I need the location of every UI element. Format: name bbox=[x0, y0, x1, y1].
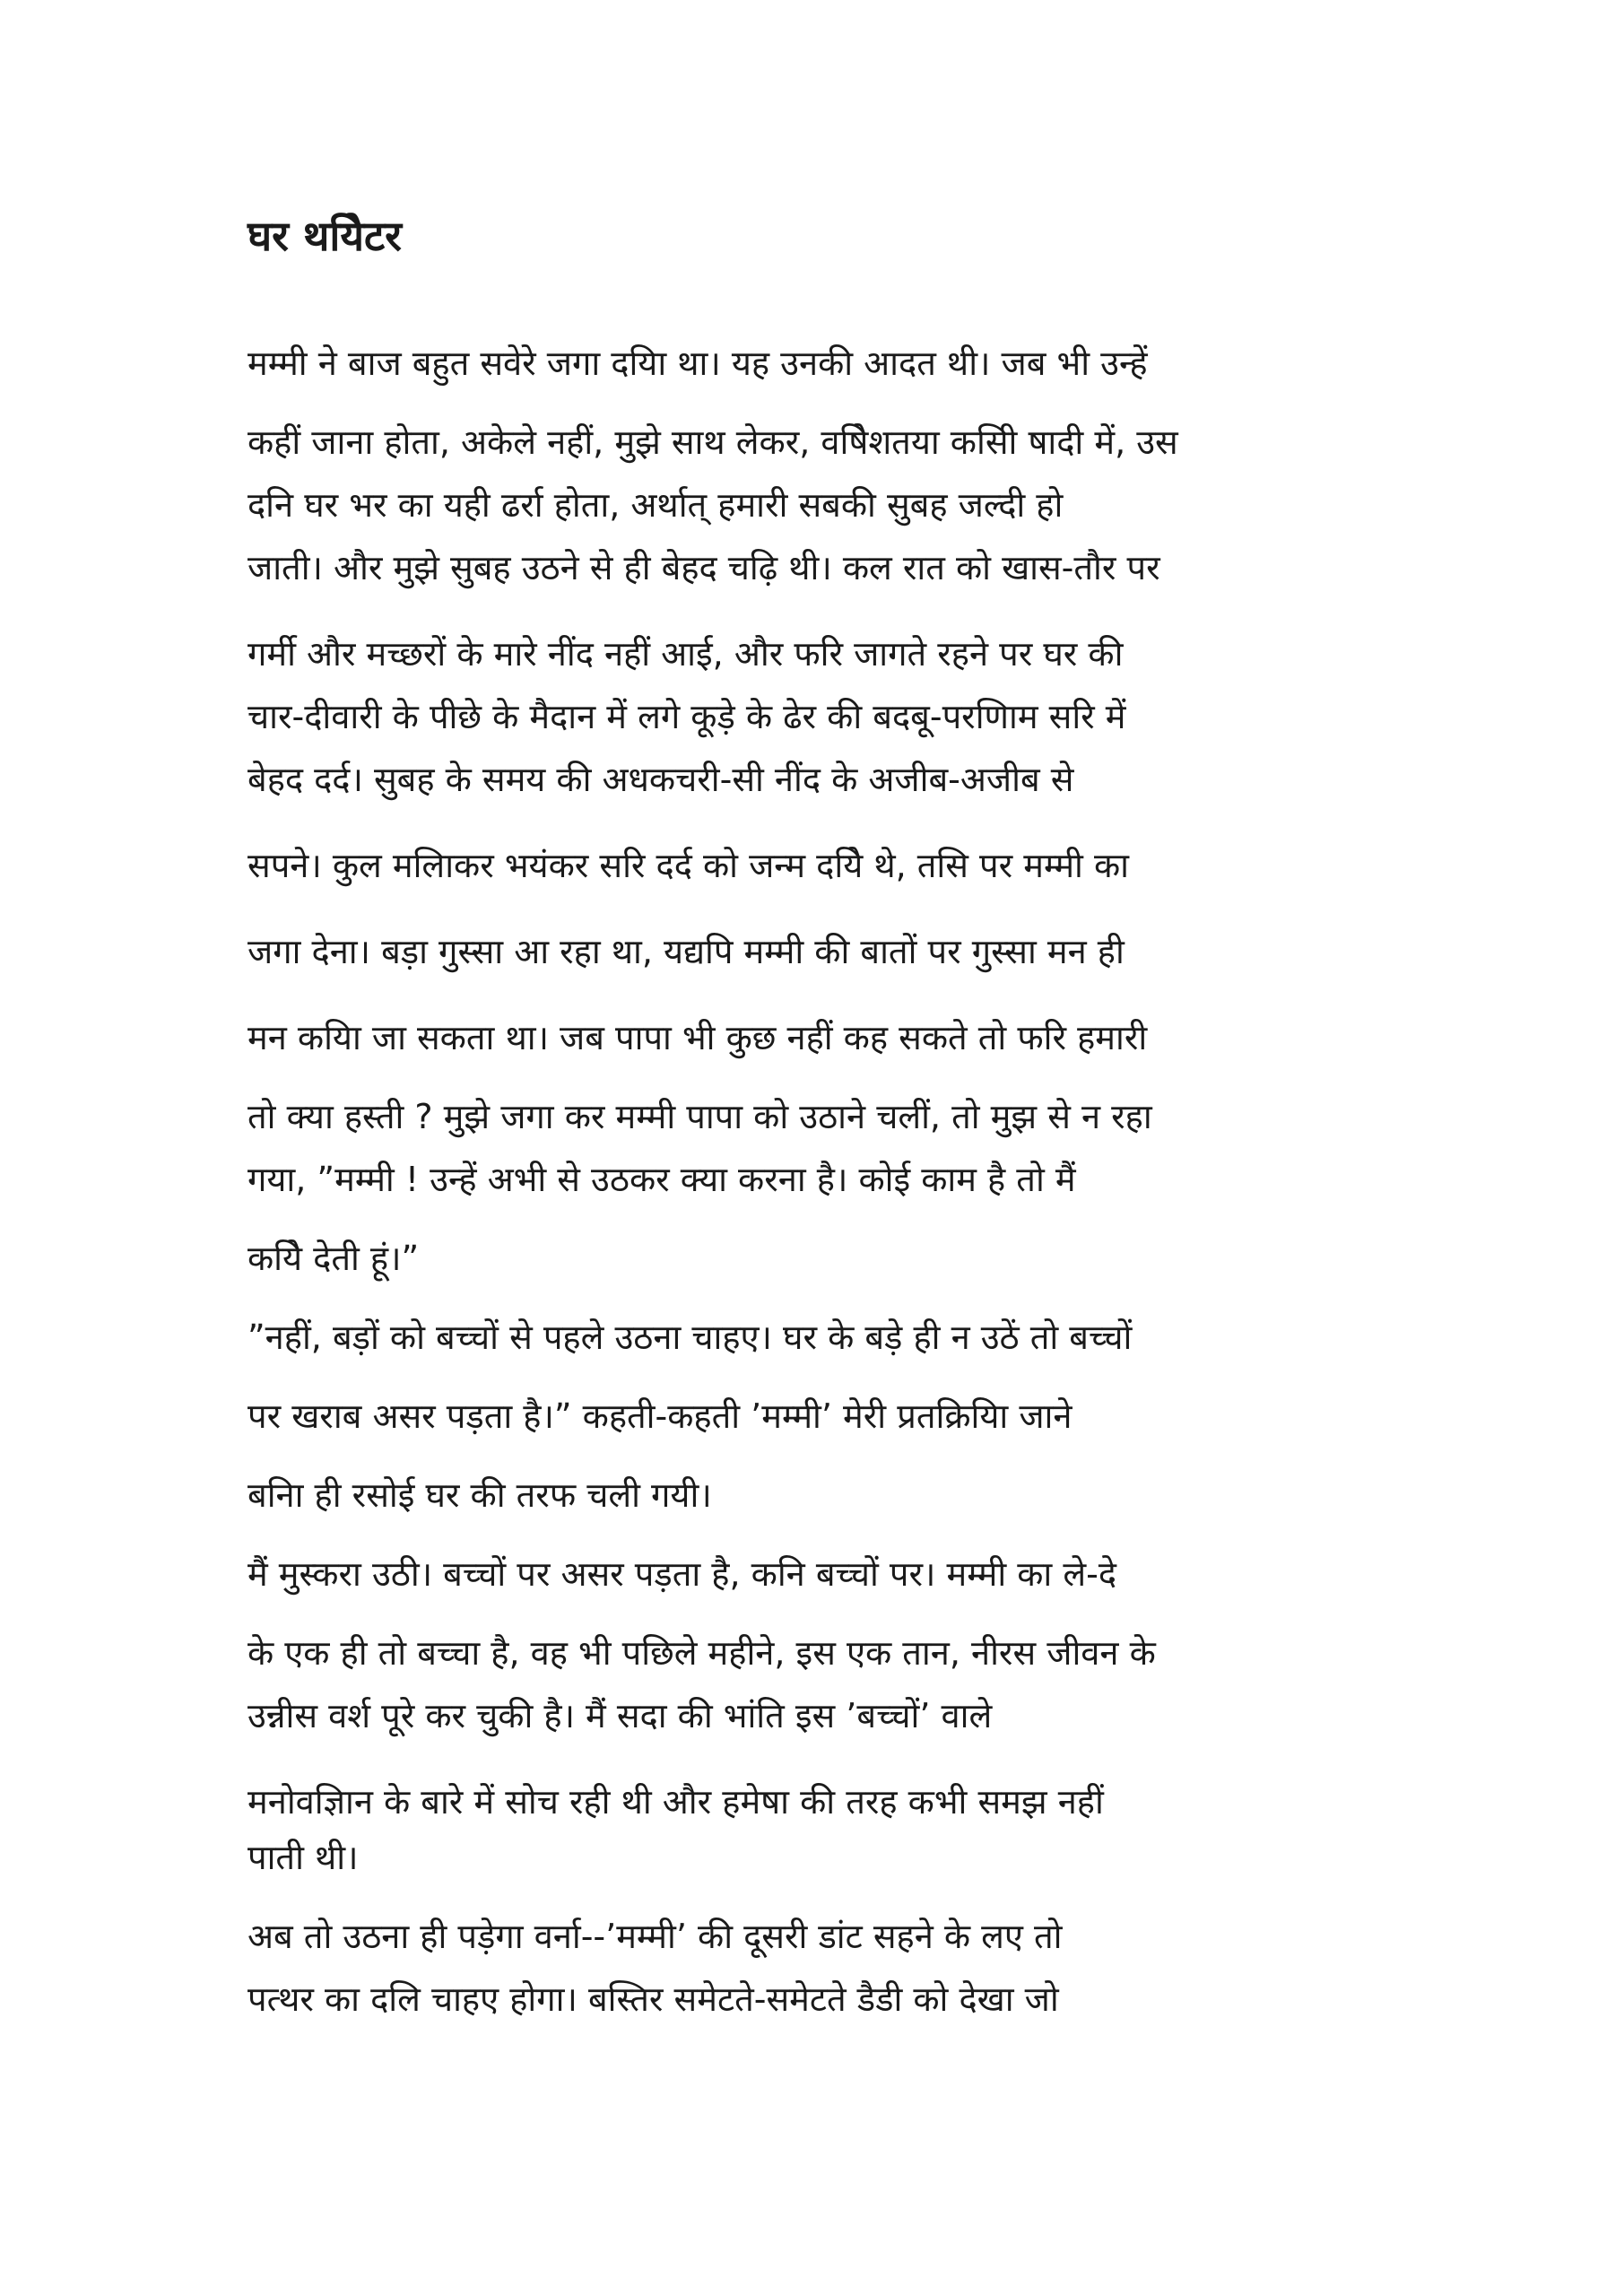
paragraph-line: बेहद दर्द। सुबह के समय की अधकचरी-सी नींद के अजीब-अजीब से bbox=[248, 760, 1074, 799]
paragraph-line: पत्थर का दलि चाहए होगा। बस्तिर समेटते-समेटते डैडी को देखा जो bbox=[248, 1979, 1059, 2019]
paragraph-line: अब तो उठना ही पड़ेगा वर्ना--’मम्मी’ की दूसरी डांट सहने के लए तो bbox=[248, 1917, 1063, 1956]
paragraph-line: तो क्या हस्ती ? मुझे जगा कर मम्मी पापा को उठाने चलीं, तो मुझ से न रहा bbox=[248, 1097, 1152, 1136]
paragraph-line: उन्नीस वर्श पूरे कर चुकी है। मैं सदा की भांति इस ’बच्चों’ वाले bbox=[248, 1696, 993, 1735]
paragraph-line: मनोवज्ञिान के बारे में सोच रही थी और हमेषा की तरह कभी समझ नहीं bbox=[248, 1782, 1104, 1822]
paragraph-line: जगा देना। बड़ा गुस्सा आ रहा था, यद्यपि मम्मी की बातों पर गुस्सा मन ही bbox=[248, 932, 1125, 971]
paragraph-line: मम्मी ने बाज बहुत सवेरे जगा दयिा था। यह उनकी आदत थी। जब भी उन्हें bbox=[248, 344, 1148, 383]
paragraph-line: कहीं जाना होता, अकेले नहीं, मुझे साथ लेकर, वषिेशतया कसिी षादी में, उस bbox=[248, 422, 1178, 462]
paragraph-line: कयिे देती हूं।” bbox=[248, 1239, 420, 1278]
paragraph-line: गया, ”मम्मी ! उन्हें अभी से उठकर क्या करना है। कोई काम है तो मैं bbox=[248, 1160, 1076, 1199]
page-title: घर थयिेटर bbox=[248, 212, 403, 260]
paragraph-line: गर्मी और मच्छरों के मारे नींद नहीं आई, और फरि जागते रहने पर घर की bbox=[248, 634, 1124, 674]
paragraph-line: ”नहीं, बड़ों को बच्चों से पहले उठना चाहए। घर के बड़े ही न उठें तो बच्चों bbox=[248, 1318, 1133, 1357]
paragraph-line: सपने। कुल मलिाकर भयंकर सरि दर्द को जन्म दयिे थे, तसि पर मम्मी का bbox=[248, 846, 1129, 885]
paragraph-line: मैं मुस्करा उठी। बच्चों पर असर पड़ता है, कनि बच्चों पर। मम्मी का ले-दे bbox=[248, 1554, 1117, 1594]
paragraph-line: बनिा ही रसोई घर की तरफ चली गयी। bbox=[248, 1475, 712, 1515]
paragraph-line: दनि घर भर का यही ढर्रा होता, अर्थात् हमारी सबकी सुबह जल्दी हो bbox=[248, 485, 1064, 525]
paragraph-line: के एक ही तो बच्चा है, वह भी पछिले महीने, इस एक तान, नीरस जीवन के bbox=[248, 1633, 1156, 1673]
paragraph-line: मन कयिा जा सकता था। जब पापा भी कुछ नहीं कह सकते तो फरि हमारी bbox=[248, 1018, 1148, 1057]
paragraph-line: पर खराब असर पड़ता है।” कहती-कहती ’मम्मी’ मेरी प्रतक्रियिा जाने bbox=[248, 1396, 1073, 1436]
paragraph-line: जाती। और मुझे सुबह उठने से ही बेहद चढ़ि थी। कल रात को खास-तौर पर bbox=[248, 548, 1160, 587]
paragraph-line: चार-दीवारी के पीछे के मैदान में लगे कूड़े के ढेर की बदबू-परणिाम सरि में bbox=[248, 697, 1126, 736]
paragraph-line: पाती थी। bbox=[248, 1838, 359, 1877]
